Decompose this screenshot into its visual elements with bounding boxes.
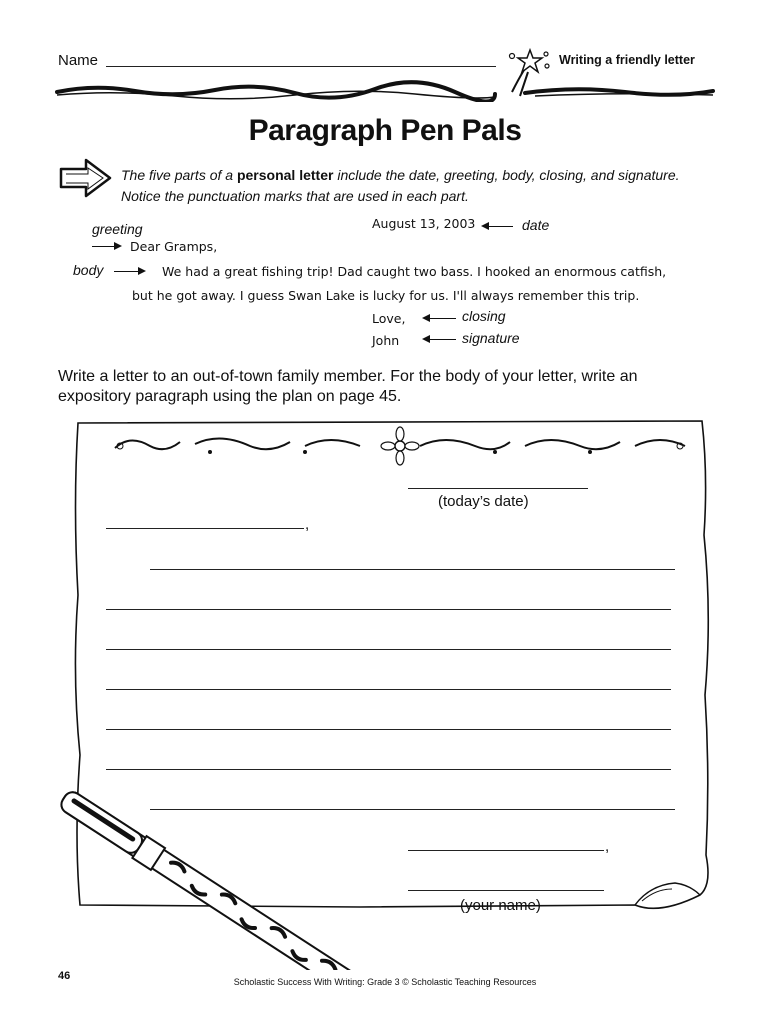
body-arrow bbox=[114, 271, 144, 272]
name-label: Name bbox=[58, 52, 99, 69]
date-arrow bbox=[483, 226, 513, 227]
page-title: Paragraph Pen Pals bbox=[248, 114, 522, 147]
example-greeting: Dear Gramps, bbox=[130, 239, 218, 254]
closing-comma: , bbox=[605, 838, 610, 855]
footer-credit: Scholastic Success With Writing: Grade 3 © Scholastic Teaching Resources bbox=[233, 977, 537, 987]
greeting-write-line[interactable] bbox=[106, 528, 304, 529]
example-body-line-2: but he got away. I guess Swan Lake is lucky for us. I'll always remember this trip. bbox=[132, 288, 640, 303]
signature-arrow bbox=[424, 339, 456, 340]
signature-label: signature bbox=[462, 330, 520, 346]
greeting-arrow bbox=[92, 246, 120, 247]
skill-label: Writing a friendly letter bbox=[559, 53, 695, 67]
pen-icon bbox=[48, 780, 488, 970]
closing-arrow bbox=[424, 318, 456, 319]
body-write-line-3[interactable] bbox=[106, 649, 671, 650]
date-write-line[interactable] bbox=[408, 488, 588, 489]
instructions: Write a letter to an out-of-town family member. For the body of your letter, write an expository paragraph using the plan on page 45. bbox=[58, 368, 638, 405]
example-closing: Love, bbox=[372, 311, 406, 326]
example-signature: John bbox=[372, 333, 400, 348]
date-label: date bbox=[522, 217, 550, 233]
pointing-arrow-icon bbox=[58, 156, 114, 202]
example-body-line-1: We had a great fishing trip! Dad caught two bass. I hooked an enormous catfish, bbox=[162, 264, 667, 279]
greeting-comma: , bbox=[305, 516, 310, 533]
intro-bold-term: personal letter bbox=[236, 167, 334, 183]
name-input-line[interactable] bbox=[106, 66, 496, 67]
body-write-line-2[interactable] bbox=[106, 609, 671, 610]
body-write-line-1[interactable] bbox=[150, 569, 675, 570]
body-write-line-6[interactable] bbox=[106, 769, 671, 770]
example-date: August 13, 2003 bbox=[372, 216, 476, 231]
page-number: 46 bbox=[58, 970, 71, 982]
closing-label: closing bbox=[462, 308, 506, 324]
body-label: body bbox=[73, 262, 104, 278]
torn-edge-divider bbox=[55, 80, 715, 102]
flourish-border bbox=[100, 424, 700, 468]
intro-text: The five parts of a personal letter include the date, greeting, body, closing, and signature. Notice the punctuation marks that are used in each part. bbox=[121, 167, 680, 204]
greeting-label: greeting bbox=[92, 221, 143, 237]
date-caption: (today’s date) bbox=[438, 493, 529, 510]
name-caption: (your name) bbox=[460, 897, 541, 914]
body-write-line-5[interactable] bbox=[106, 729, 671, 730]
body-write-line-4[interactable] bbox=[106, 689, 671, 690]
